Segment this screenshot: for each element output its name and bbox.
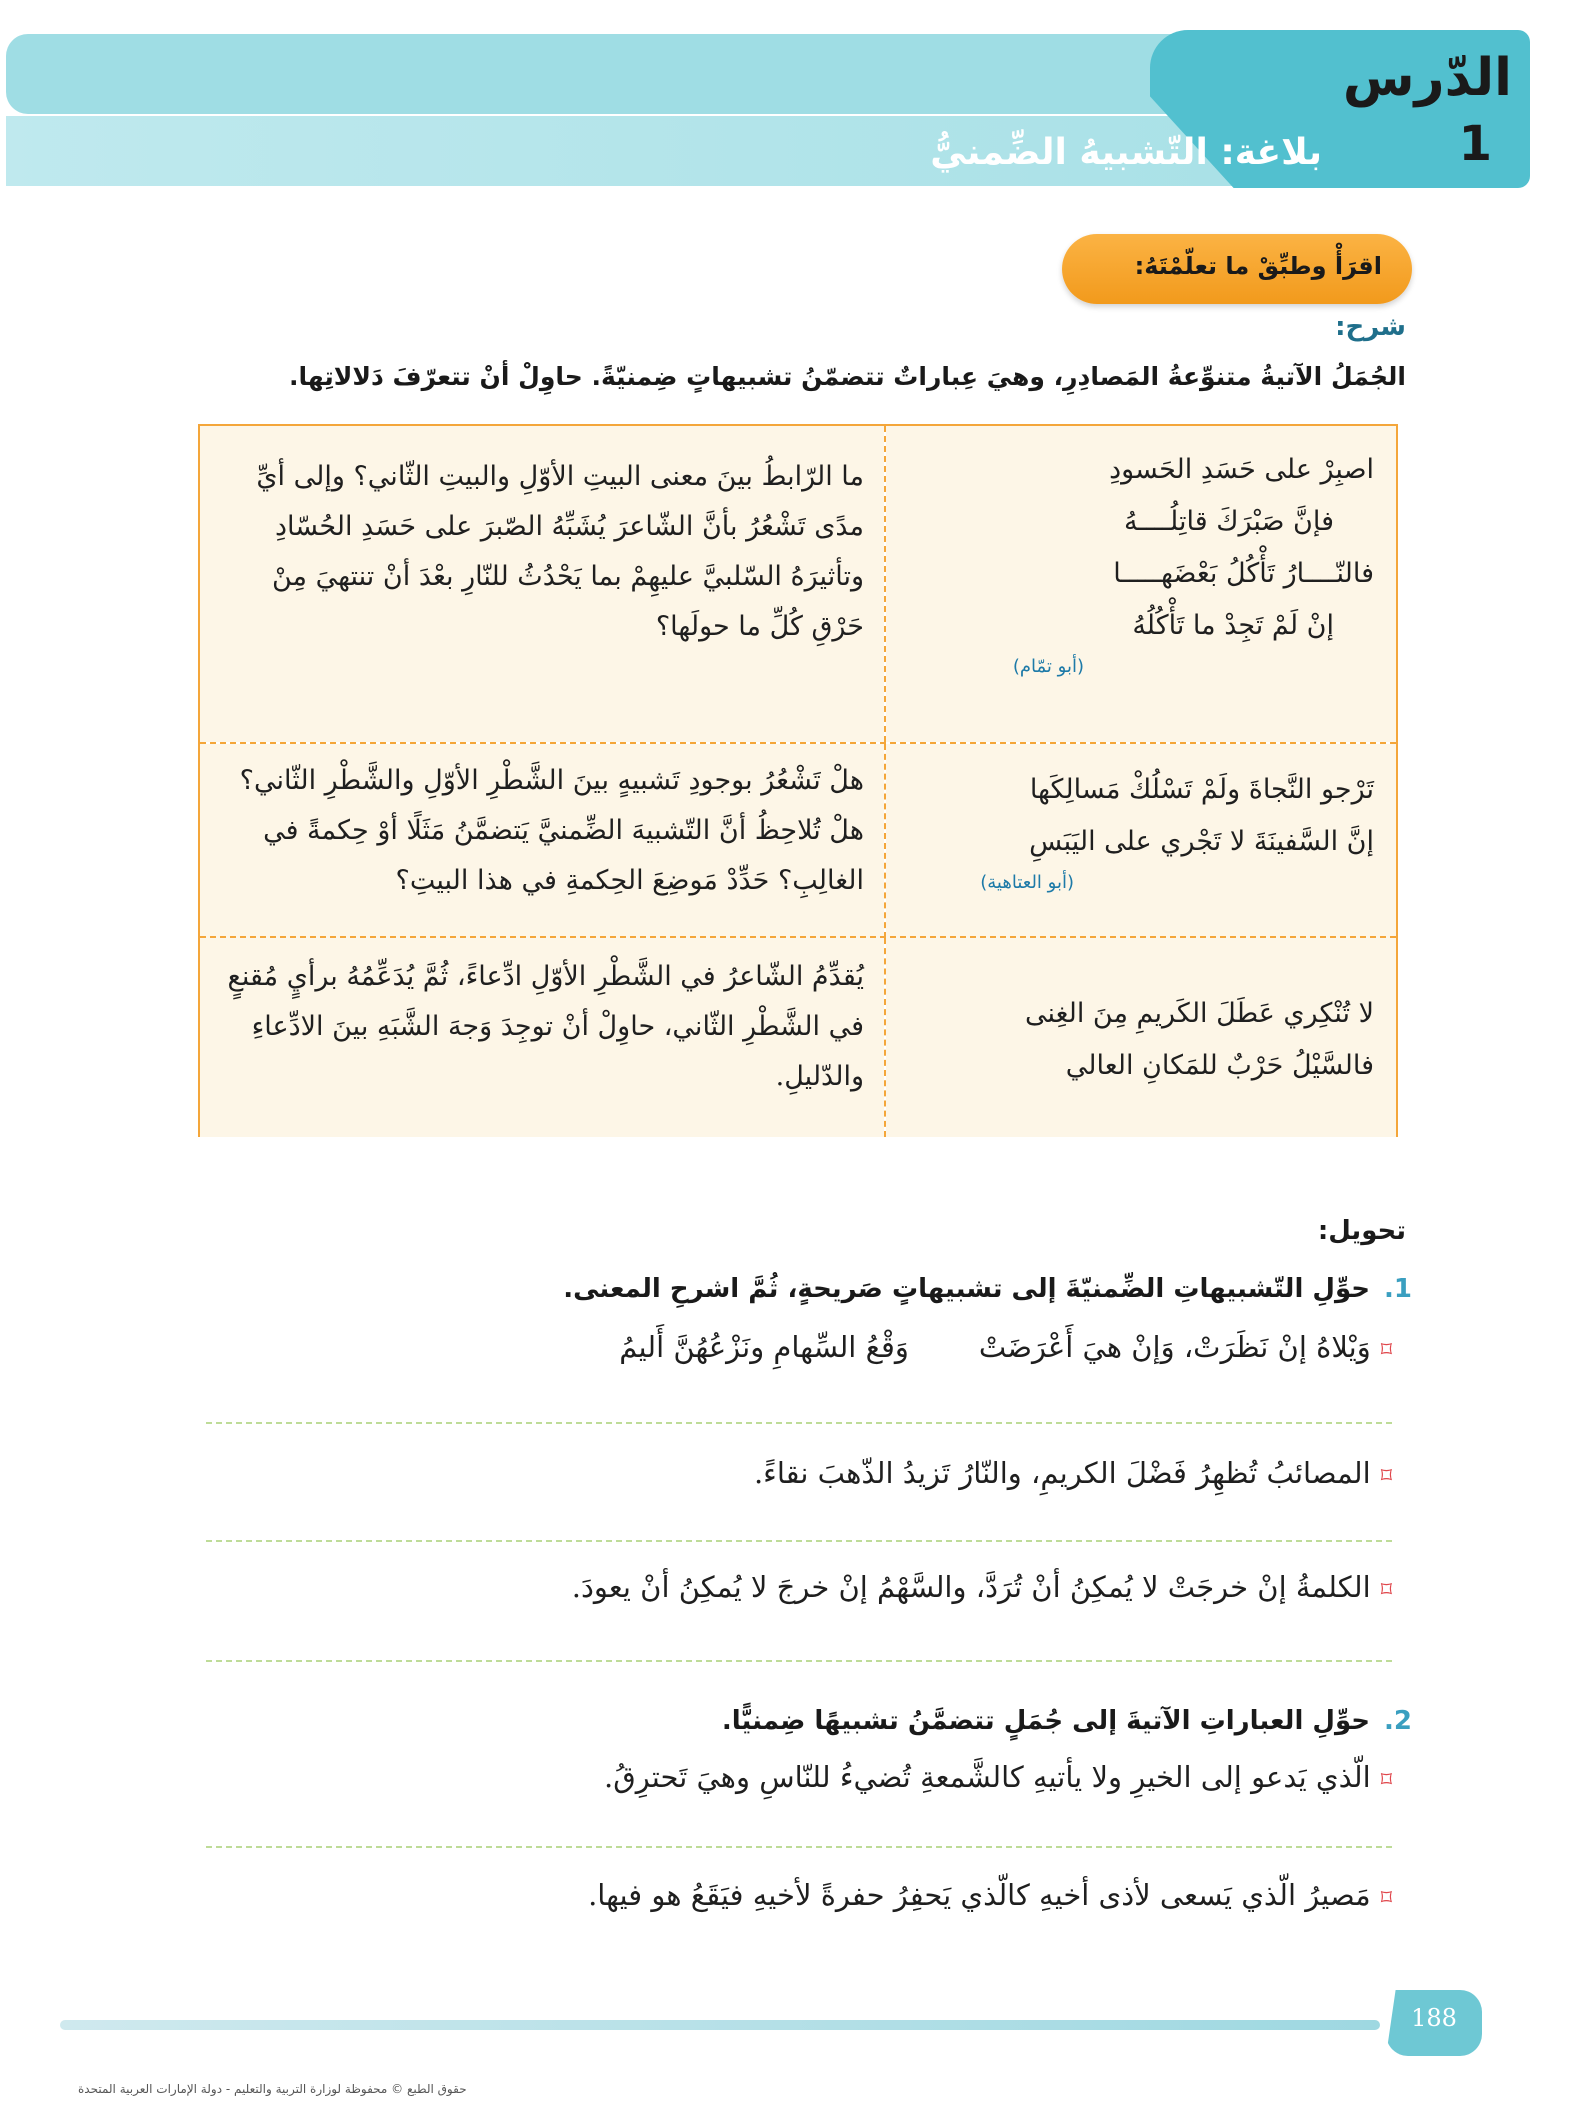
- answer-line[interactable]: [206, 1846, 1392, 1848]
- lesson-title: بلاغة: التّشبيهُ الضِّمنيُّ: [930, 132, 1322, 173]
- poem-line: إنْ لَمْ تَجِدْ ما تَأْكُلُهُ: [1132, 610, 1334, 641]
- answer-line[interactable]: [206, 1660, 1392, 1662]
- bullet-icon: ⌑: [1380, 1338, 1392, 1363]
- poem-line: تَرْجو النَّجاةَ ولَمْ تَسْلُكْ مَسالِكَها: [1029, 774, 1374, 805]
- poem-line: فالنّــــارُ تَأْكُلُ بَعْضَهـــــا: [1113, 558, 1374, 589]
- copyright-text: حقوق الطبع © محفوظة لوزارة التربية والتعليم - دولة الإمارات العربية المتحدة: [78, 2082, 467, 2096]
- question-text: هلْ تَشْعُرُ بوجودِ تَشبيهٍ بينَ الشَّطْرِ الأوّلِ والشَّطْرِ الثّاني؟ هلْ تُلاحِظُ أنَّ التّشبيهَ الضِّمنيَّ يَتضمَّنُ مَثَلًا أوْ حِكمةً في الغالِبِ؟ حَدِّدْ مَوضِعَ الحِكمةِ في هذا البيتِ؟: [239, 765, 864, 896]
- poet-name: (أبو تمّام): [1012, 656, 1084, 677]
- poem-line: إنَّ السَّفينَةَ لا تَجْري على اليَبَسِ: [1029, 826, 1374, 857]
- item-text: الّذي يَدعو إلى الخيرِ ولا يأتيهِ كالشَّمعةِ تُضيءُ للنّاسِ وهيَ تَحترِقُ.: [604, 1760, 1371, 1794]
- column-divider: [884, 938, 886, 1137]
- question-text: ما الرّابطُ بينَ معنى البيتِ الأوّلِ والبيتِ الثّاني؟ وإلى أيِّ مدًى تَشْعُرُ بأنَّ الشّاعرَ يُشَبِّهُ الصّبرَ على حَسَدِ الحُسّادِ وتأثيرَهُ السّلبيَّ عليهِمْ بما يَحْدُثُ للنّارِ بعْدَ أنْ تنتهيَ مِنْ حَرْقِ كُلِّ ما حولَها؟: [256, 461, 864, 642]
- question-text: يُقدِّمُ الشّاعرُ في الشَّطْرِ الأوّلِ ادِّعاءً، ثُمَّ يُدَعِّمُهُ برأيٍ مُقنعٍ في الشَّطْرِ الثّاني، حاوِلْ أنْ توجِدَ وَجهَ الشَّبَهِ بينَ الادِّعاءِ والدّليلِ.: [227, 961, 864, 1092]
- bullet-icon: ⌑: [1380, 1886, 1392, 1911]
- item-text: مَصيرُ الّذي يَسعى لأذى أخيهِ كالّذي يَحفِرُ حفرةً لأخيهِ فيَقَعُ هو فيها.: [588, 1878, 1371, 1912]
- pill-label: اقرَأْ وطبِّقْ ما تعلّمْتَهُ:: [1134, 252, 1382, 280]
- poem-cell: [886, 938, 1396, 1137]
- poem-line: اصبِرْ على حَسَدِ الحَسودِ: [1109, 454, 1374, 485]
- exercise-2-item: [604, 1760, 1392, 1794]
- explain-title: شرح:: [1335, 312, 1406, 342]
- poem-cell: [886, 744, 1396, 938]
- footer-line: [60, 2020, 1380, 2030]
- answer-line[interactable]: [206, 1422, 1392, 1424]
- poem-cell: [886, 426, 1396, 742]
- poem-line: فالسَّيْلُ حَرْبٌ للمَكانِ العالي: [1065, 1050, 1374, 1081]
- read-apply-pill: [1062, 234, 1412, 304]
- exercise-2-heading: [722, 1706, 1412, 1736]
- examples-table: [198, 424, 1398, 1137]
- exercise-number: 1.: [1384, 1274, 1412, 1304]
- header-band-top: [6, 34, 1188, 114]
- exercise-1-item: [754, 1456, 1392, 1490]
- item-text: الكلمةُ إنْ خرجَتْ لا يُمكِنُ أنْ تُرَدَّ، والسَّهْمُ إنْ خرجَ لا يُمكِنُ أنْ يعودَ.: [571, 1570, 1371, 1604]
- verse-first-half: وَيْلاهُ إنْ نَظَرَتْ، وَإنْ هيَ أَعْرَضَتْ: [978, 1330, 1371, 1364]
- bullet-icon: ⌑: [1380, 1464, 1392, 1489]
- exercise-1-item: [619, 1330, 1392, 1364]
- exercise-instruction: حوِّلِ العباراتِ الآتيةَ إلى جُمَلٍ تتضمَّنُ تشبيهًا ضِمنيًّا.: [721, 1706, 1371, 1736]
- table-row: [200, 742, 1396, 938]
- page-number: 188: [1411, 2004, 1457, 2032]
- bullet-icon: ⌑: [1380, 1578, 1392, 1603]
- answer-line[interactable]: [206, 1540, 1392, 1542]
- exercise-2-item: [588, 1878, 1392, 1912]
- question-cell: [200, 744, 884, 938]
- poem-line: لا تُنْكِري عَطَلَ الكَريمِ مِنَ الغِنى: [1024, 998, 1374, 1029]
- exercise-1-item: [572, 1570, 1392, 1604]
- transform-title: تحويل:: [1317, 1216, 1406, 1246]
- exercise-1-heading: [563, 1274, 1412, 1304]
- lesson-label: الدّرس: [1342, 48, 1512, 108]
- table-row: [200, 936, 1396, 1137]
- column-divider: [884, 744, 886, 938]
- item-text: المصائبُ تُظهِرُ فَضْلَ الكريمِ، والنّارُ تَزيدُ الذّهبَ نقاءً.: [753, 1456, 1371, 1490]
- instruction-text: الجُمَلُ الآتيةُ متنوِّعةُ المَصادِرِ، وهيَ عِباراتٌ تتضمّنُ تشبيهاتٍ ضِمنيّةً. حاوِلْ أنْ تتعرّفَ دَلالاتِها.: [288, 362, 1406, 391]
- bullet-icon: ⌑: [1380, 1768, 1392, 1793]
- column-divider: [884, 426, 886, 742]
- poet-name: (أبو العتاهية): [980, 872, 1074, 893]
- verse-second-half: وَقْعُ السِّهامِ ونَزْعُهُنَّ أَليمُ: [619, 1330, 909, 1364]
- lesson-number: 1: [1458, 116, 1492, 172]
- exercise-instruction: حوِّلِ التّشبيهاتِ الضِّمنيّةَ إلى تشبيهاتٍ صَريحةٍ، ثُمَّ اشرحِ المعنى.: [563, 1274, 1371, 1304]
- question-cell: [200, 426, 884, 742]
- table-row: [200, 426, 1396, 742]
- exercise-number: 2.: [1384, 1706, 1412, 1736]
- poem-line: فإنَّ صَبْرَكَ قاتِلُــــهُ: [1123, 506, 1334, 537]
- question-cell: [200, 938, 884, 1137]
